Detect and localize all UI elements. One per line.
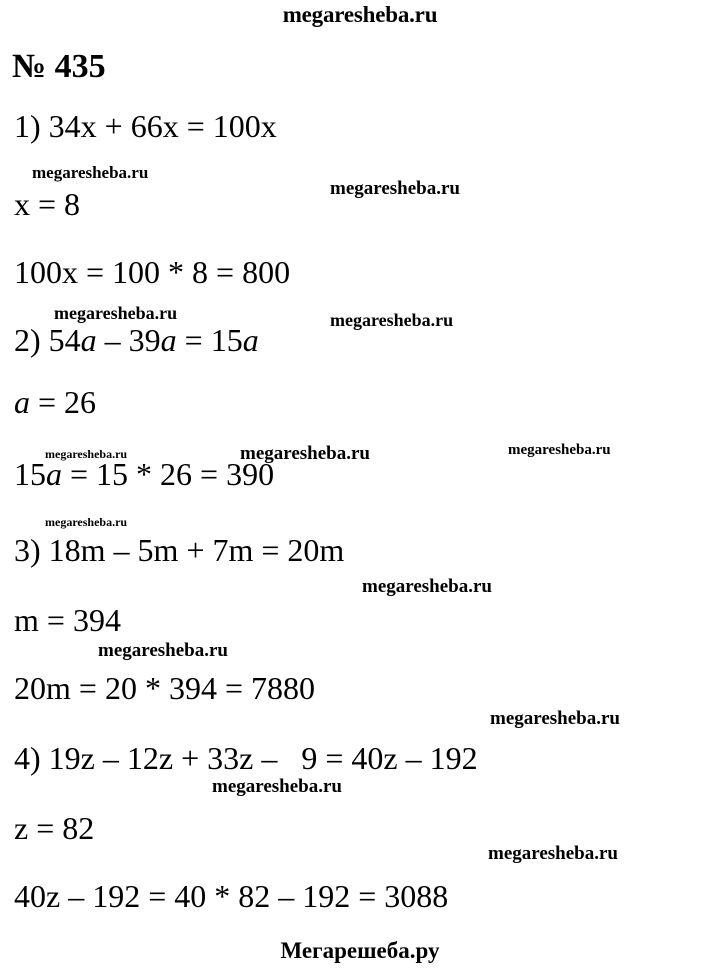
bottom-watermark: Мегарешеба.ру [280, 938, 440, 963]
equation-line-8: m = 394 [14, 602, 121, 638]
expr2b-var: a [14, 384, 30, 420]
equation-line-9: 20m = 20 * 394 = 7880 [14, 670, 315, 706]
equation-line-11: z = 82 [14, 810, 95, 846]
watermark-overlay: megaresheba.ru [488, 843, 618, 864]
equation-line-12: 40z – 192 = 40 * 82 – 192 = 3088 [14, 878, 449, 914]
watermark-overlay: megaresheba.ru [45, 447, 128, 461]
page-title: № 435 [12, 48, 106, 85]
expr2c-var: a [46, 456, 62, 492]
equation-line-7: 3) 18m – 5m + 7m = 20m [14, 532, 345, 568]
expr2-var3: a [242, 322, 259, 358]
watermark-overlay: megaresheba.ru [330, 310, 454, 330]
expr2-var1: a [80, 322, 97, 358]
watermark-overlay: megaresheba.ru [45, 515, 128, 529]
expr2c-rest: = 15 * 26 = 390 [62, 456, 275, 492]
equation-line-3: 100x = 100 * 8 = 800 [14, 254, 291, 290]
expr2-suffix: = 15 [176, 322, 243, 358]
expr2-var2: a [160, 322, 177, 358]
watermark-overlay: megaresheba.ru [98, 640, 228, 661]
expr2-middle: – 39 [96, 322, 161, 358]
equation-line-10: 4) 19z – 12z + 33z – 9 = 40z – 192 [14, 740, 478, 776]
equation-line-1: 1) 34x + 66x = 100x [14, 108, 277, 144]
watermark-overlay: megaresheba.ru [212, 776, 342, 797]
watermark-overlay: megaresheba.ru [362, 576, 492, 597]
watermark-overlay: megaresheba.ru [490, 708, 620, 729]
equation-line-4 [14, 322, 259, 359]
watermark-overlay: megaresheba.ru [240, 443, 370, 464]
watermark-overlay: megaresheba.ru [54, 303, 178, 323]
expr2b-rest: = 26 [30, 384, 97, 420]
expr2c-prefix: 15 [14, 456, 46, 492]
watermark-overlay: megaresheba.ru [330, 178, 460, 199]
expr2-prefix: 2) 54 [14, 322, 81, 358]
watermark-overlay: megaresheba.ru [508, 442, 611, 458]
top-watermark: megaresheba.ru [282, 2, 438, 27]
equation-line-5 [14, 384, 96, 421]
watermark-overlay: megaresheba.ru [32, 163, 149, 182]
equation-line-2: x = 8 [14, 186, 81, 222]
